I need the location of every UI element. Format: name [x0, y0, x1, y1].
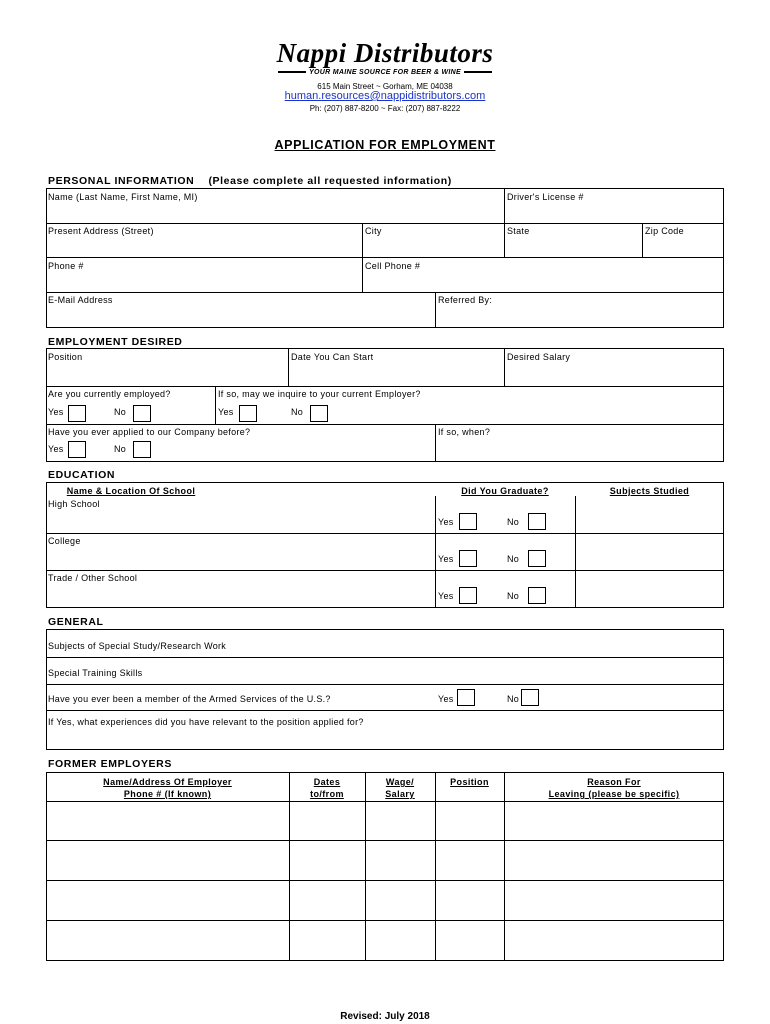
divider [288, 348, 289, 386]
form-title: APPLICATION FOR EMPLOYMENT [274, 138, 496, 152]
personal-heading-text: PERSONAL INFORMATION [48, 175, 195, 187]
hr-email-link[interactable]: human.resources@nappidistributors.com [284, 90, 486, 102]
currently-employed-no-checkbox[interactable] [133, 405, 151, 422]
divider [46, 386, 724, 387]
experiences-label: If Yes, what experiences did you have relevant to the position applied for? [48, 717, 364, 727]
email-label: E-Mail Address [48, 295, 113, 305]
email-field[interactable] [47, 306, 434, 327]
phone-field[interactable] [47, 272, 361, 291]
edu-row-label: High School [48, 499, 100, 509]
position-label: Position [48, 352, 83, 362]
divider [504, 188, 505, 223]
section-former-employers-heading: FORMER EMPLOYERS [48, 758, 172, 770]
section-general-heading: GENERAL [48, 616, 104, 628]
edu-row-label: College [48, 536, 81, 546]
armed-no-checkbox[interactable] [521, 689, 539, 706]
section-employment-heading: EMPLOYMENT DESIRED [48, 336, 183, 348]
company-address: 615 Main Street ~ Gorham, ME 04038 [317, 82, 453, 91]
training-field[interactable] [170, 659, 722, 683]
referred-by-label: Referred By: [438, 295, 493, 305]
desired-salary-field[interactable] [506, 363, 722, 385]
if-so-when-field[interactable] [437, 438, 722, 461]
col-dates-header-line2: to/from [310, 789, 344, 799]
start-date-label: Date You Can Start [291, 352, 374, 362]
col-employer-header-line1: Name/Address Of Employer [103, 777, 232, 787]
experiences-field[interactable] [47, 728, 722, 748]
education-box [46, 482, 724, 608]
personal-subheading-text: (Please complete all requested information) [208, 175, 452, 187]
applied-before-no-label: No [114, 444, 127, 454]
special-study-label: Subjects of Special Study/Research Work [48, 641, 227, 651]
referred-by-field[interactable] [437, 306, 722, 327]
divider [435, 496, 436, 608]
currently-employed-yes-checkbox[interactable] [68, 405, 86, 422]
divider [46, 223, 724, 224]
divider [46, 292, 724, 293]
col-subjects-header: Subjects Studied [609, 486, 690, 496]
col-graduate-header: Did You Graduate? [461, 486, 549, 496]
edu-yes-label: Yes [438, 591, 454, 601]
zip-label: Zip Code [645, 226, 684, 236]
applied-before-no-checkbox[interactable] [133, 441, 151, 458]
col-reason-header-line1: Reason For [587, 777, 641, 787]
drivers-license-field[interactable] [506, 202, 722, 222]
edu-no-label: No [507, 517, 520, 527]
cell-phone-label: Cell Phone # [365, 261, 421, 271]
divider [46, 684, 724, 685]
college-no-checkbox[interactable] [528, 550, 546, 567]
edu-yes-label: Yes [438, 517, 454, 527]
divider [504, 348, 505, 386]
city-field[interactable] [364, 237, 503, 256]
divider [46, 570, 724, 571]
high-school-yes-checkbox[interactable] [459, 513, 477, 530]
divider [46, 533, 724, 534]
section-education-heading: EDUCATION [48, 469, 116, 481]
edu-no-label: No [507, 591, 520, 601]
armed-yes-checkbox[interactable] [457, 689, 475, 706]
applied-before-yes-label: Yes [48, 444, 64, 454]
col-position-header: Position [450, 777, 489, 787]
training-label: Special Training Skills [48, 668, 143, 678]
currently-employed-label: Are you currently employed? [48, 389, 171, 399]
divider [46, 257, 724, 258]
applied-before-yes-checkbox[interactable] [68, 441, 86, 458]
currently-employed-yes-label: Yes [48, 407, 64, 417]
position-field[interactable] [47, 363, 287, 385]
col-wage-header-line1: Wage/ [385, 777, 415, 787]
company-logo: Nappi Distributors [276, 38, 494, 68]
divider [46, 657, 724, 658]
table-row[interactable] [47, 881, 723, 919]
street-field[interactable] [47, 237, 361, 256]
may-inquire-yes-label: Yes [218, 407, 234, 417]
may-inquire-label: If so, may we inquire to your current Employer? [218, 389, 421, 399]
divider [504, 223, 505, 257]
zip-field[interactable] [644, 237, 722, 256]
table-row[interactable] [47, 802, 723, 839]
desired-salary-label: Desired Salary [507, 352, 571, 362]
company-tagline [0, 69, 770, 76]
if-so-when-label: If so, when? [438, 427, 491, 437]
armed-services-label: Have you ever been a member of the Armed Services of the U.S.? [48, 694, 331, 704]
trade-school-no-checkbox[interactable] [528, 587, 546, 604]
divider [642, 223, 643, 257]
revised-date: Revised: July 2018 [340, 1011, 430, 1022]
table-row[interactable] [47, 921, 723, 960]
divider [46, 424, 724, 425]
col-employer-header-line2: Phone # (If known) [123, 789, 212, 799]
edu-no-label: No [507, 554, 520, 564]
applied-before-label: Have you ever applied to our Company before? [48, 427, 251, 437]
divider [215, 386, 216, 424]
col-school-header: Name & Location Of School [66, 486, 196, 496]
col-reason-header-line2: Leaving (please be specific) [548, 789, 680, 799]
may-inquire-yes-checkbox[interactable] [239, 405, 257, 422]
college-yes-checkbox[interactable] [459, 550, 477, 567]
start-date-field[interactable] [290, 363, 503, 385]
edu-yes-label: Yes [438, 554, 454, 564]
armed-yes-label: Yes [438, 694, 454, 704]
tagline-text: YOUR MAINE SOURCE FOR BEER & WINE [309, 69, 461, 76]
section-personal-heading [48, 175, 452, 187]
may-inquire-no-checkbox[interactable] [310, 405, 328, 422]
divider [575, 496, 576, 608]
table-row[interactable] [47, 841, 723, 879]
divider [435, 292, 436, 328]
company-phone-fax: Ph: (207) 887-8200 ~ Fax: (207) 887-8222 [309, 104, 461, 113]
may-inquire-no-label: No [291, 407, 304, 417]
high-school-no-checkbox[interactable] [528, 513, 546, 530]
cell-phone-field[interactable] [364, 272, 722, 291]
divider [362, 223, 363, 292]
street-label: Present Address (Street) [48, 226, 154, 236]
divider [46, 710, 724, 711]
edu-row-label: Trade / Other School [48, 573, 138, 583]
divider [435, 424, 436, 462]
special-study-field[interactable] [260, 631, 722, 656]
drivers-license-label: Driver's License # [507, 192, 584, 202]
col-dates-header-line1: Dates [313, 777, 341, 787]
phone-label: Phone # [48, 261, 84, 271]
armed-no-label: No [507, 694, 520, 704]
name-field[interactable] [47, 202, 503, 222]
col-wage-header-line2: Salary [385, 789, 415, 799]
state-label: State [507, 226, 530, 236]
state-field[interactable] [506, 237, 641, 256]
city-label: City [365, 226, 382, 236]
name-field-label: Name (Last Name, First Name, MI) [48, 192, 198, 202]
currently-employed-no-label: No [114, 407, 127, 417]
trade-school-yes-checkbox[interactable] [459, 587, 477, 604]
